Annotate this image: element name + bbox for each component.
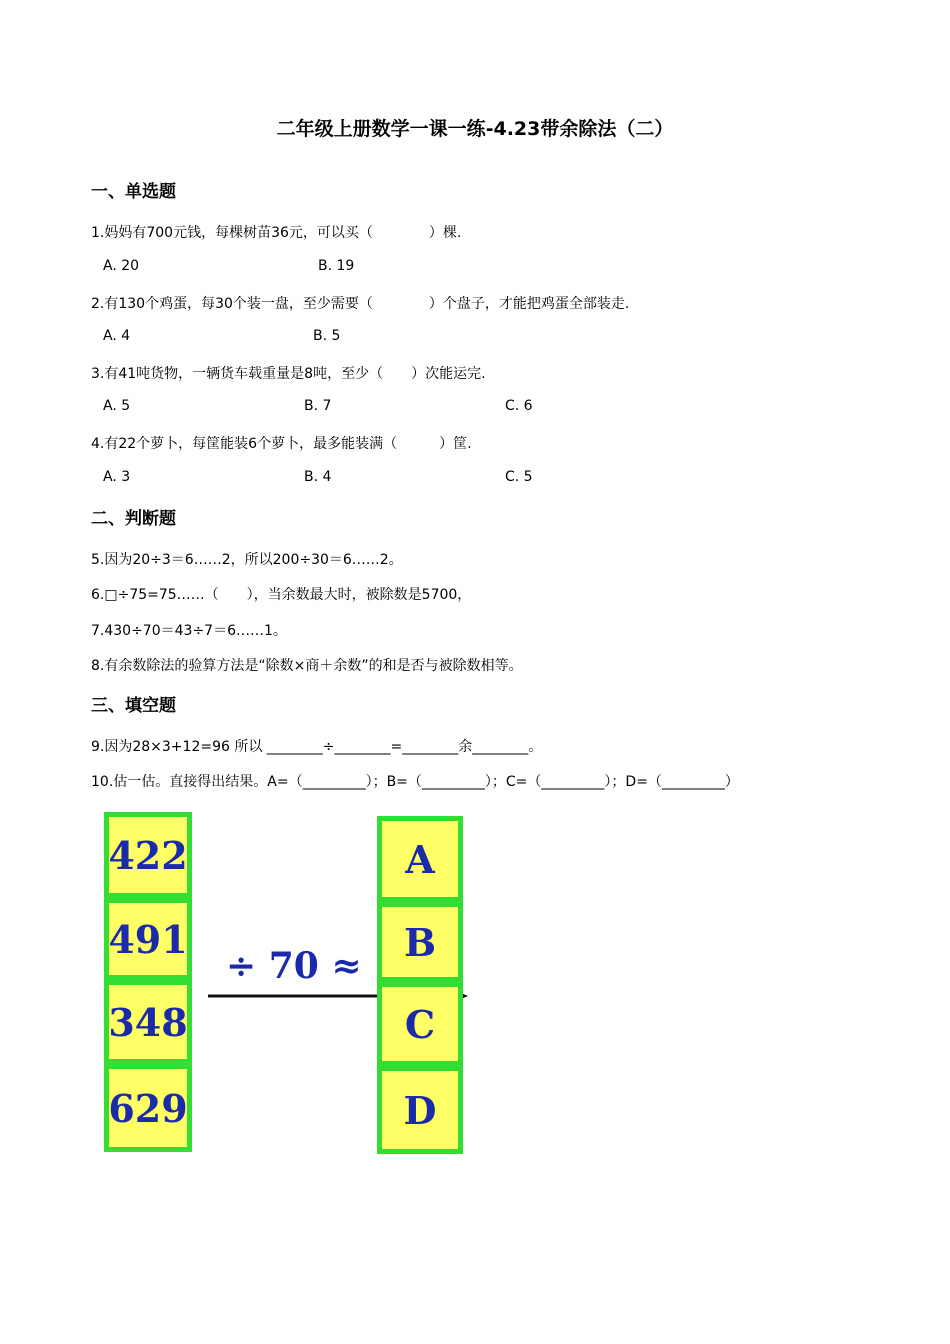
q4-option-a: A. 3 — [103, 469, 131, 485]
letter-box-b: B — [377, 902, 463, 982]
question-10: 10.估一估。直接得出结果。A=（_________）；B=（_________）；C=（_________）；D=（_________） — [91, 774, 739, 790]
section-fill-in: 三、填空题 — [91, 696, 176, 716]
number-box-629: 629 — [104, 1064, 192, 1152]
question-3: 3.有41吨货物，一辆货车载重量是8吨，至少（ ）次能运完. — [91, 366, 486, 382]
letter-box-a: A — [377, 816, 463, 902]
q3-option-c: C. 6 — [505, 398, 533, 414]
q4-option-c: C. 5 — [505, 469, 533, 485]
number-box-422: 422 — [104, 812, 192, 898]
divide-approx-label: ÷ 70 ≈ — [226, 945, 362, 987]
question-2: 2.有130个鸡蛋，每30个装一盘，至少需要（ ）个盘子，才能把鸡蛋全部装走. — [91, 296, 630, 312]
question-8: 8.有余数除法的验算方法是“除数×商＋余数”的和是否与被除数相等。 — [91, 658, 523, 674]
section-single-choice: 一、单选题 — [91, 182, 176, 202]
number-box-491: 491 — [104, 898, 192, 980]
q1-option-a: A. 20 — [103, 258, 140, 274]
question-5: 5.因为20÷3＝6……2，所以200÷30＝6……2。 — [91, 552, 403, 568]
letter-box-c: C — [377, 982, 463, 1066]
question-6: 6.□÷75=75……（ ），当余数最大时，被除数是5700， — [91, 587, 472, 603]
q3-option-a: A. 5 — [103, 398, 131, 414]
number-box-348: 348 — [104, 980, 192, 1064]
q3-option-b: B. 7 — [304, 398, 332, 414]
q4-option-b: B. 4 — [304, 469, 332, 485]
q2-option-b: B. 5 — [313, 328, 341, 344]
q1-option-b: B. 19 — [318, 258, 355, 274]
question-7: 7.430÷70＝43÷7＝6……1。 — [91, 623, 287, 639]
q2-option-a: A. 4 — [103, 328, 131, 344]
question-1: 1.妈妈有700元钱，每棵树苗36元，可以买（ ）棵. — [91, 225, 462, 241]
section-true-false: 二、判断题 — [91, 509, 176, 529]
question-4: 4.有22个萝卜，每筐能装6个萝卜，最多能装满（ ）筐. — [91, 436, 472, 452]
question-9: 9.因为28×3+12=96 所以 ________÷________=________余________。 — [91, 739, 543, 755]
letter-box-d: D — [377, 1066, 463, 1154]
page-title: 二年级上册数学一课一练-4.23带余除法（二） — [276, 118, 674, 140]
estimation-figure — [100, 808, 480, 1158]
